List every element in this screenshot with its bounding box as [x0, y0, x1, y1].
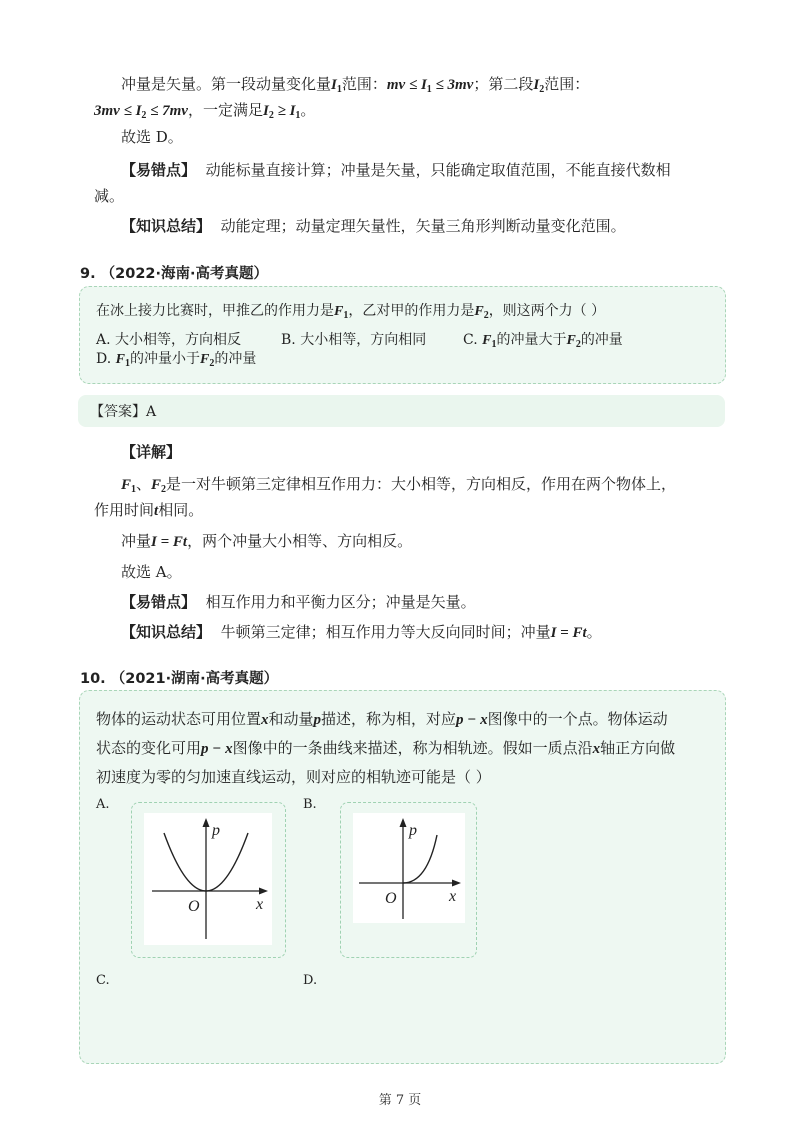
q9-error-point: 【易错点】 相互作用力和平衡力区分；冲量是矢量。 — [121, 593, 476, 611]
text: 动能定理；动量定理矢量性，矢量三角形判断动量变化范围。 — [220, 217, 626, 235]
text: 范围： — [341, 75, 387, 93]
q9-detail-line-3: 冲量I = Ft，两个冲量大小相等、方向相反。 — [121, 532, 413, 550]
prev-line-2 — [94, 100, 315, 121]
math-I1: $I_1$ — [331, 77, 342, 95]
q9-heading: 9. （2022·海南·高考真题） — [80, 266, 269, 282]
math-range2: $3mv \le I_2 \le 7mv$ — [94, 103, 188, 121]
math-range1: mv ≤ $I_1 \le 3mv$ — [386, 77, 474, 95]
math-I2: $I_2$ — [533, 77, 545, 95]
q9-detail-line-2: 作用时间t相同。 — [94, 501, 204, 519]
q9-stem: 在冰上接力比赛时，甲推乙的作用力是$F_1$，乙对甲的作用力是$F_2$，则这两个力（ ） — [96, 303, 606, 321]
q10-option-a-label[interactable]: A. — [96, 797, 110, 812]
graph-background — [144, 813, 272, 945]
prev-choose: 故选 D。 — [121, 128, 183, 146]
q10-figure-a[interactable] — [131, 802, 286, 958]
q10-stem-2: 状态的变化可用p − x图像中的一条曲线来描述，称为相轨迹。假如一质点沿x轴正方向做 — [96, 739, 676, 757]
q9-summary: 【知识总结】 牛顿第三定律；相互作用力等大反向同时间；冲量I = Ft。 — [121, 623, 602, 641]
text: ，一定满足 — [187, 101, 263, 119]
prev-error-point — [121, 160, 671, 180]
q10-stem-1: 物体的运动状态可用位置x和动量p描述，称为相，对应p − x图像中的一个点。物体运动 — [96, 710, 668, 728]
axis-label-p: p — [212, 822, 220, 839]
q9-detail-label: 【详解】 — [121, 443, 182, 461]
q10-option-b-label[interactable]: B. — [303, 797, 317, 812]
prev-error-point-cont: 减。 — [94, 187, 125, 205]
q10-heading: 10. （2021·湖南·高考真题） — [80, 671, 279, 687]
text: 冲量是矢量。第一段动量变化量 — [121, 75, 332, 93]
text: ；第二段 — [473, 75, 534, 93]
text: 范围： — [544, 75, 590, 93]
phase-graph-a — [144, 813, 272, 945]
prev-line-1 — [121, 74, 589, 95]
q9-option-d[interactable]: D. $F_1$的冲量小于$F_2$的冲量 — [96, 351, 257, 369]
q10-option-c-label[interactable]: C. — [96, 973, 110, 988]
q9-option-a[interactable]: A. 大小相等，方向相反 — [96, 332, 242, 348]
q9-detail-line-1: $F_1$、$F_2$是一对牛顿第三定律相互作用力：大小相等，方向相反，作用在两个物体上， — [121, 475, 677, 495]
q9-answer: 【答案】A — [90, 404, 157, 420]
q10-figure-b[interactable] — [340, 802, 477, 958]
axis-label-x: x — [449, 888, 457, 905]
q9-answer-bar — [78, 395, 725, 427]
axis-label-p: p — [409, 822, 417, 839]
label: 【知识总结】 — [121, 217, 212, 235]
q9-option-b[interactable]: B. 大小相等，方向相同 — [281, 332, 427, 348]
origin-label: O — [188, 898, 200, 915]
text: 。 — [300, 101, 316, 119]
q9-option-c[interactable]: C. $F_1$的冲量大于$F_2$的冲量 — [463, 332, 623, 350]
text: 动能标量直接计算；冲量是矢量，只能确定取值范围，不能直接代数相 — [205, 161, 671, 179]
origin-label: O — [385, 890, 397, 907]
axis-label-x: x — [256, 896, 264, 913]
q10-option-d-label[interactable]: D. — [303, 973, 318, 988]
q10-stem-3: 初速度为零的匀加速直线运动，则对应的相轨迹可能是（ ） — [96, 768, 491, 786]
prev-summary — [121, 216, 626, 236]
q9-choose: 故选 A。 — [121, 563, 182, 581]
phase-graph-b — [353, 813, 465, 923]
math-ineq: $I_2 \ge I_1$ — [262, 103, 301, 121]
label: 【易错点】 — [121, 161, 197, 179]
page-number: 第 7 页 — [378, 1093, 422, 1108]
